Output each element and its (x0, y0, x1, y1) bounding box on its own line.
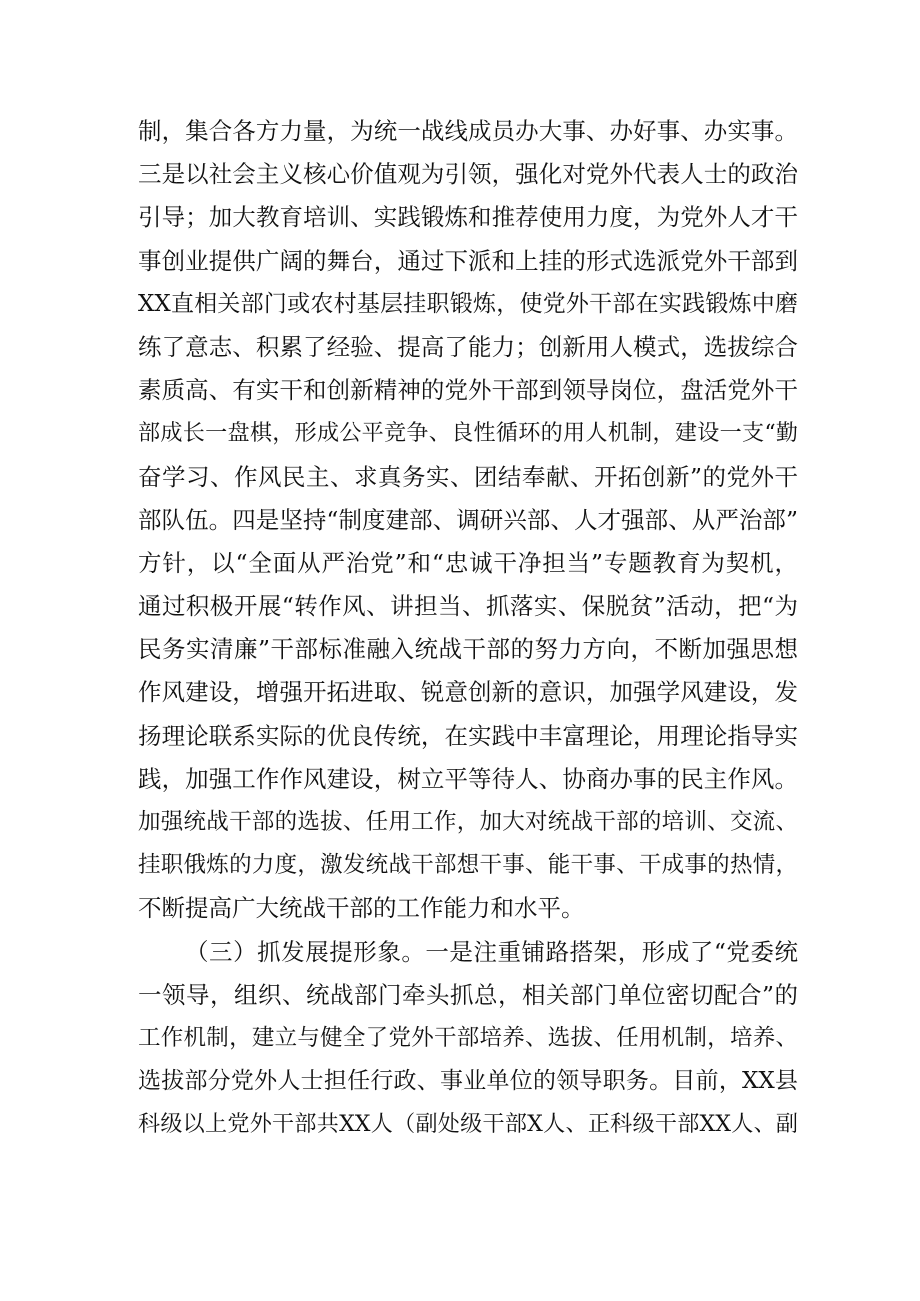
text-line: 事创业提供广阔的舞台，通过下派和上挂的形式选派党外干部到 (138, 246, 798, 275)
text-line: 践，加强工作作风建设，树立平等待人、协商办事的民主作风。 (138, 764, 798, 793)
text-line: XX直相关部门或农村基层挂职锻炼，使党外干部在实践锻炼中磨 (138, 290, 798, 317)
text-line: 练了意志、积累了经验、提高了能力；创新用人模式，选拔综合 (138, 332, 798, 361)
text-line: 奋学习、作风民主、求真务实、团结奉献、开拓创新”的党外干 (138, 462, 798, 491)
text-line: 挂职俄炼的力度，激发统战干部想干事、能干事、干成事的热情， (138, 852, 798, 879)
text-line: 部队伍。四是坚持“制度建部、调研兴部、人才强部、从严治部” (138, 505, 798, 534)
text-line: 作风建设，增强开拓进取、锐意创新的意识，加强学风建设，发 (138, 678, 798, 707)
text-line: 选拔部分党外人士担任行政、事业单位的领导职务。目前，XX县 (138, 1068, 798, 1095)
text-line: 方针，以“全面从严治党”和“忠诚干净担当”专题教育为契机， (138, 548, 798, 577)
text-line: 不断提高广大统战干部的工作能力和水平。 (138, 894, 585, 923)
text-line: 工作机制，建立与健全了党外干部培养、选拔、任用机制，培养、 (138, 1024, 798, 1051)
text-line: 素质高、有实干和创新精神的党外干部到领导岗位，盘活党外干 (138, 376, 798, 405)
text-line: 通过积极开展“转作风、讲担当、抓落实、保脱贫”活动，把“为 (138, 592, 798, 621)
text-line: 制，集合各方力量，为统一战线成员办大事、办好事、办实事。 (138, 117, 798, 145)
text-line: 三是以社会主义核心价值观为引领，强化对党外代表人士的政治 (138, 160, 798, 189)
section-heading-line: （三）抓发展提形象。一是注重铺路搭架，形成了“党委统 (185, 937, 798, 966)
text-line: 加强统战干部的选拔、任用工作，加大对统战干部的培训、交流、 (138, 809, 798, 835)
text-line: 科级以上党外干部共XX人（副处级干部X人、正科级干部XX人、副 (138, 1111, 798, 1138)
text-line: 扬理论联系实际的优良传统，在实践中丰富理论，用理论指导实 (138, 721, 798, 750)
body-text (138, 110, 798, 1147)
text-line: 民务实清廉”干部标准融入统战干部的努力方向，不断加强思想 (138, 635, 798, 664)
text-line: 一领导，组织、统战部门牵头抓总，相关部门单位密切配合”的 (138, 980, 798, 1009)
text-line: 部成长一盘棋，形成公平竞争、良性循环的用人机制，建设一支“勤 (138, 420, 798, 447)
text-line: 引导；加大教育培训、实践锻炼和推荐使用力度，为党外人才干 (138, 203, 798, 232)
